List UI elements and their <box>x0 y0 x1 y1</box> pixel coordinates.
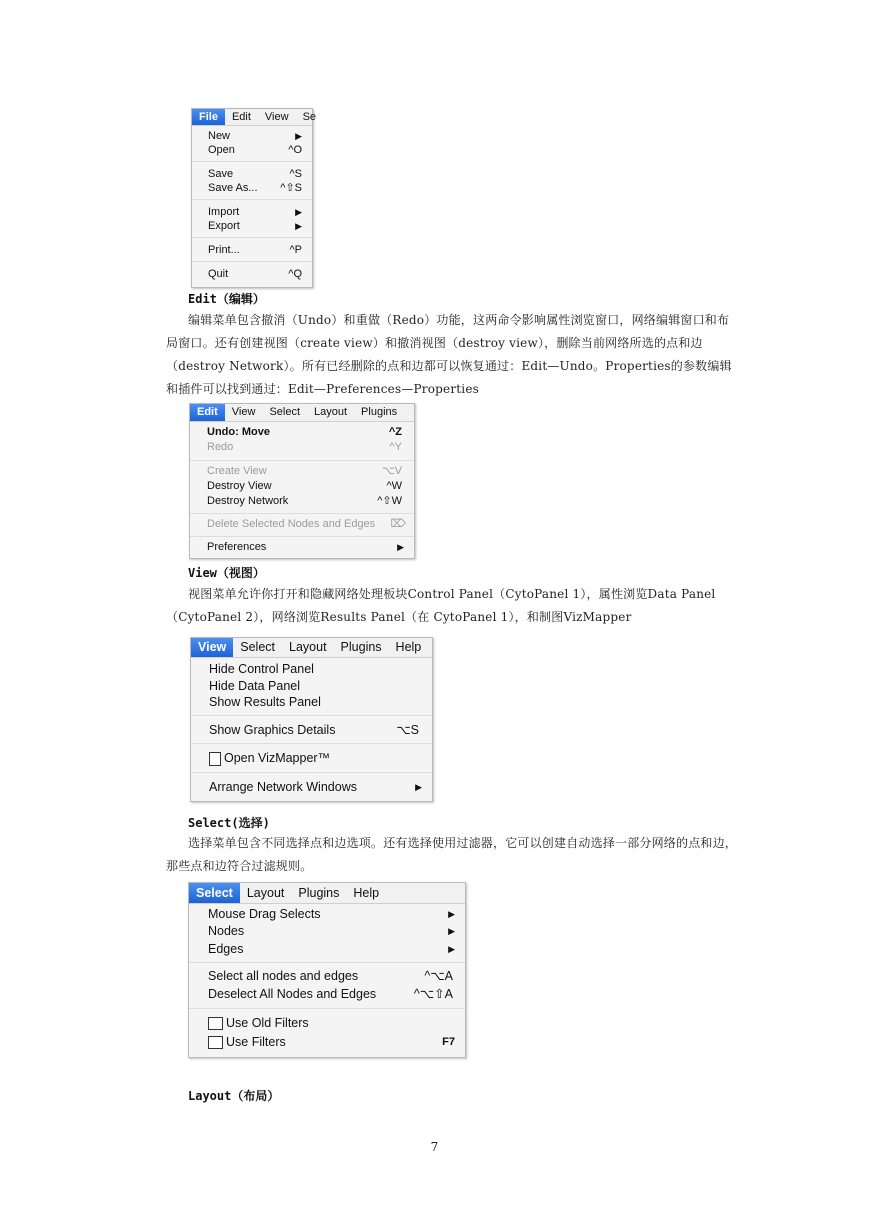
menu-item-arrange-network-windows[interactable] <box>191 779 432 795</box>
menubar-select[interactable]: Select <box>269 406 301 418</box>
menu-item-destroy-view[interactable] <box>190 479 414 494</box>
submenu-arrow-icon: ▶ <box>295 221 302 231</box>
view-section-heading: View（视图） <box>188 566 265 580</box>
menu-item-use-filters[interactable] <box>189 1034 465 1051</box>
menubar-help[interactable]: Help <box>353 886 380 900</box>
menu-item-mouse-drag-selects[interactable] <box>189 906 465 923</box>
menu-item-new[interactable] <box>192 129 312 143</box>
menu-item-shortcut: ^O <box>288 144 302 156</box>
menu-separator <box>192 237 312 238</box>
menu-item-label-wrap <box>209 750 330 766</box>
menu-item-save-as[interactable] <box>192 181 312 195</box>
vizmapper-icon <box>209 752 221 766</box>
menu-item-label: Delete Selected Nodes and Edges <box>207 518 376 530</box>
menu-item-create-view[interactable] <box>190 464 414 479</box>
menu-item-label: Show Graphics Details <box>209 723 336 737</box>
menubar-view[interactable]: View <box>264 111 289 123</box>
menu-item-label: Destroy View <box>207 480 272 492</box>
file-menu-screenshot <box>191 108 317 288</box>
menu-item-preferences[interactable] <box>190 540 414 555</box>
menu-separator <box>191 772 432 773</box>
menu-item-open-vizmapper[interactable] <box>191 750 432 766</box>
edit-section-heading: Edit（编辑） <box>188 292 265 306</box>
menu-item-label: Preferences <box>207 541 267 553</box>
menu-item-label: Open VizMapper™ <box>224 751 331 765</box>
menu-item-label: Undo: Move <box>207 426 270 438</box>
menu-item-label: Print... <box>208 244 240 256</box>
menu-item-delete-selected[interactable] <box>190 517 414 532</box>
page-number: 7 <box>430 1140 439 1154</box>
menubar-help[interactable]: Help <box>395 640 422 654</box>
menubar-view[interactable]: View <box>231 406 256 418</box>
select-menubar <box>189 883 465 904</box>
menu-item-hide-data-panel[interactable] <box>191 678 432 694</box>
file-menubar <box>192 109 317 126</box>
menu-item-label: Redo <box>207 441 234 453</box>
menu-item-nodes[interactable] <box>189 923 465 940</box>
menu-item-label: Open <box>208 144 235 156</box>
menubar-layout[interactable]: Layout <box>314 406 348 418</box>
menu-item-redo[interactable] <box>190 440 414 455</box>
submenu-arrow-icon: ▶ <box>415 782 422 792</box>
menubar-plugins[interactable]: Plugins <box>298 886 340 900</box>
menubar-view[interactable]: View <box>191 638 233 657</box>
menu-item-label: Show Results Panel <box>209 695 321 709</box>
menu-separator <box>192 261 312 262</box>
menu-item-show-results-panel[interactable] <box>191 694 432 710</box>
menu-item-label: Deselect All Nodes and Edges <box>208 987 377 1001</box>
menu-item-shortcut: ^Y <box>389 441 402 453</box>
menu-item-destroy-network[interactable] <box>190 494 414 509</box>
menubar-layout[interactable]: Layout <box>289 640 327 654</box>
menu-item-edges[interactable] <box>189 941 465 958</box>
submenu-arrow-icon: ▶ <box>448 926 455 936</box>
menu-item-shortcut: ^⌥A <box>424 969 453 983</box>
menu-separator <box>190 460 414 461</box>
menu-item-print[interactable] <box>192 243 312 257</box>
menu-separator <box>189 962 465 963</box>
select-menu-screenshot <box>188 882 466 1058</box>
menu-item-shortcut: ^⇧W <box>377 495 402 507</box>
menu-item-deselect-all[interactable] <box>189 986 465 1003</box>
menu-item-label: Nodes <box>208 924 245 938</box>
menu-item-shortcut: ⌥S <box>396 723 419 737</box>
menu-item-label: Hide Data Panel <box>209 679 301 693</box>
menu-item-export[interactable] <box>192 219 312 233</box>
menubar-layout[interactable]: Layout <box>246 886 285 900</box>
menubar-edit[interactable]: Edit <box>231 111 251 123</box>
menu-item-label: Select all nodes and edges <box>208 969 359 983</box>
menu-separator <box>190 536 414 537</box>
menu-item-label: New <box>208 130 231 142</box>
menu-separator <box>191 743 432 744</box>
menu-item-hide-control-panel[interactable] <box>191 661 432 677</box>
menu-separator <box>192 161 312 162</box>
menu-item-label: Destroy Network <box>207 495 289 507</box>
menu-item-label: Save As... <box>208 182 258 194</box>
menu-item-label: Mouse Drag Selects <box>208 907 321 921</box>
edit-menubar <box>190 404 414 422</box>
menubar-select[interactable]: Select <box>189 883 240 903</box>
menubar-file[interactable]: File <box>192 109 225 125</box>
menu-item-shortcut: F7 <box>442 1036 455 1048</box>
submenu-arrow-icon: ▶ <box>295 207 302 217</box>
menu-item-save[interactable] <box>192 167 312 181</box>
menu-item-shortcut: ^Q <box>288 268 302 280</box>
menu-item-quit[interactable] <box>192 267 312 281</box>
menu-item-show-graphics-details[interactable] <box>191 722 432 738</box>
menu-item-shortcut: ⌥V <box>381 465 402 477</box>
menu-item-label-wrap <box>208 1034 286 1051</box>
menu-item-label: Use Filters <box>226 1035 286 1049</box>
menu-item-shortcut: ^S <box>289 168 302 180</box>
edit-menu-screenshot <box>189 403 415 559</box>
layout-section-heading: Layout（布局） <box>188 1089 280 1103</box>
menubar-select[interactable]: Select <box>240 640 276 654</box>
edit-section-paragraph: 编辑菜单包含撤消（Undo）和重做（Redo）功能，这两命令影响属性浏览窗口，网络编辑窗口和布局窗口。还有创建视图（create view）和撤消视图（destroy view），删除当前网络所选的点和边（destroy Network）。所有已经删除的点和边都可以恢复通过：Edit—Undo。Properties的参数编辑和插件可以找到通过：Edit—Preferences—Properties <box>166 313 732 396</box>
menu-item-import[interactable] <box>192 205 312 219</box>
submenu-arrow-icon: ▶ <box>448 909 455 919</box>
select-section-paragraph: 选择菜单包含不同选择点和边选项。还有选择使用过滤器，它可以创建自动选择一部分网络的点和边，那些点和边符合过滤规则。 <box>166 836 738 873</box>
menubar-edit[interactable]: Edit <box>190 404 225 421</box>
menu-separator <box>189 1008 465 1009</box>
delete-key-icon: ⌦ <box>390 518 406 530</box>
menu-item-shortcut: ^Z <box>388 426 402 438</box>
menu-item-shortcut: ^⌥⇧A <box>413 987 453 1001</box>
menu-item-label: Hide Control Panel <box>209 662 314 676</box>
menu-item-undo-move[interactable] <box>190 425 414 440</box>
menu-item-shortcut: ^W <box>386 480 402 492</box>
menu-item-shortcut: ^⇧S <box>280 182 302 194</box>
view-menubar <box>191 638 432 658</box>
menu-item-shortcut: ^P <box>289 244 302 256</box>
menubar-select-truncated[interactable]: Se <box>302 111 317 123</box>
menu-item-label: Edges <box>208 942 244 956</box>
menubar-plugins[interactable]: Plugins <box>340 640 382 654</box>
menu-item-label: Import <box>208 206 240 218</box>
menu-item-select-all[interactable] <box>189 968 465 985</box>
menu-item-label: Create View <box>207 465 267 477</box>
view-menu-screenshot <box>190 637 433 802</box>
menubar-plugins[interactable]: Plugins <box>361 406 398 418</box>
menu-item-use-old-filters[interactable] <box>189 1015 465 1032</box>
menu-separator <box>192 199 312 200</box>
menu-item-open[interactable] <box>192 143 312 157</box>
submenu-arrow-icon: ▶ <box>295 131 302 141</box>
submenu-arrow-icon: ▶ <box>448 944 455 954</box>
submenu-arrow-icon: ▶ <box>397 542 404 552</box>
menu-separator <box>190 513 414 514</box>
menu-separator <box>191 715 432 716</box>
view-section-paragraph: 视图菜单允许你打开和隐藏网络处理板块Control Panel（CytoPanel 1），属性浏览Data Panel（CytoPanel 2），网络浏览Results Panel（在 CytoPanel 1），和制图VizMapper <box>166 587 716 624</box>
filter-icon <box>208 1017 223 1030</box>
menu-item-label: Export <box>208 220 240 232</box>
filter-icon <box>208 1036 223 1049</box>
select-section-heading: Select(选择) <box>188 816 270 830</box>
menu-item-label: Arrange Network Windows <box>209 780 357 794</box>
menu-item-label: Save <box>208 168 234 180</box>
menu-item-label: Quit <box>208 268 229 280</box>
menu-item-label-wrap <box>208 1015 309 1032</box>
menu-item-label: Use Old Filters <box>226 1016 309 1030</box>
